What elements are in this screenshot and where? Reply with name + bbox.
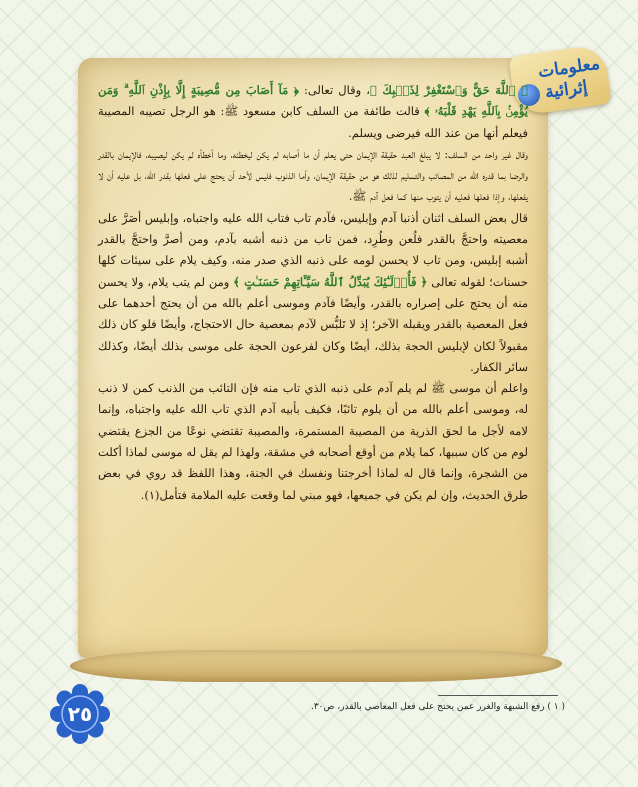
page-number: ٢٥ bbox=[67, 702, 93, 726]
body-text: واعلم أن موسى ﷺ لم يلم آدم على ذنبه الذي تاب منه فإن التائب من الذنب كمن لا ذنب له، وموسى أعلم بالله من أن يلوم تائبًا، فكيف بأبيه آدم الذي تاب الله عليه واجتباه، وإنما لامه لأجل ما لحق الذرية من المصيبة المستمرة، والمصيبة تقتضي نوعًا من الجزع يقتضي لوم من كان سببها، كما يلام من أوقع أصحابه في مشقة، ولهذا لم يقل له موسى لماذا أكلت من الشجرة، وإنما قال له لماذا أخرجتنا ونفسك في الجنة، وهذا اللفظ قد روي في بعض طرق الحديث، وإن لم يكن في جميعها، فهو مبني لما وقعت عليه الملامة فتأمل bbox=[98, 381, 528, 502]
body-text: . bbox=[140, 487, 145, 502]
body-text: قالت طائفة من السلف كابن مسعود ﷺ: هو الرجل تصيبه المصيبة فيعلم أنها من عند الله فيرضى ويسلم. bbox=[98, 104, 528, 140]
paragraph bbox=[98, 378, 528, 506]
badge-title-line1: معلومات bbox=[536, 53, 602, 83]
page-number-badge bbox=[48, 682, 112, 746]
body-text: ومن لم يتب يلام، ولا يحسن منه أن يحتج على إصراره بالقدر، وأيضًا فآدم وموسى أعلم بالله من أن يحتج أحدهما على فعل المعصية بالقدر ويقبله الآخر؛ إذ لا تَلبُّس لآدم بمعصية حال الاحتجاج، وأيضًا فلو كان ذلك مقبولاً لكان لإبليس الحجة بذلك، أيضًا وكان لفرعون الحجة على موسى بذلك أيضًا، وكذلك سائر الكفار. bbox=[98, 274, 528, 374]
paragraph bbox=[98, 80, 528, 144]
paragraph bbox=[98, 144, 528, 208]
body-text: وقال غير واحد من السلف: لا يبلغ العبد حقيقة الإيمان حتى يعلم أن ما أصابه لم يكن ليخطئه، وما أخطأه لم يكن ليصيبه، فالإيمان بالقدر والرضا بما قدره الله من المصائب والتسليم لذلك هو من حقيقة الإيمان، وأما الذنوب فليس لأحد أن يحتج على فعلها بقدر الله، بل عليه أن لا يفعلها، وإذا فعلها فعليه أن يتوب منها كما فعل آدم ﷺ. bbox=[98, 146, 528, 204]
body-text: قال بعض السلف اثنان أذنبا آدم وإبليس، فآدم تاب فتاب الله عليه واجتباه، وإبليس أصَرَّ على معصيته واحتجَّ بالقدر فلُعن وطُرِد، فمن تاب من ذنبه أشبه بآدم، ومن أصرَّ واحتجَّ بالقدر أشبه إبليس، ومن تاب لا يحسن لومه على ذنبه الذي صدر منه، وكيف يلام على سيئات كلها حسنات؛ لقوله تعالى bbox=[98, 210, 528, 289]
quran-verse: ﴿ مَآ أَصَابَ مِن مُّصِيبَةٍ إِلَّا بِإِذْنِ ٱللَّهِ ۗ وَمَن يُؤْمِنۢ بِٱللَّهِ يَهْدِ قَلْبَهُۥ ﴾ bbox=[98, 83, 529, 119]
footnote: ( ١ ) رفع الشبهة والغرر عمن يحتج على فعل المعاصي بالقدر، ص٣٠. bbox=[310, 702, 565, 712]
quran-verse: ﴿ ٱللَّهَ حَقٌّ وَٱسْتَغْفِرْ لِذَنۢبِكَ ﴾ bbox=[370, 83, 528, 97]
footnote-divider bbox=[438, 695, 558, 696]
badge-title-line2: إثرائية bbox=[544, 77, 590, 103]
parchment-scroll-edge bbox=[70, 650, 562, 682]
paragraph bbox=[98, 208, 528, 378]
body-text: ، وقال تعالى: bbox=[298, 83, 371, 97]
body-text: (١) bbox=[144, 487, 160, 502]
article-body bbox=[98, 80, 528, 506]
quran-verse: ﴿ فَأُو۟لَـٰٓئِكَ يُبَدِّلُ ٱللَّهُ سَيِّـَٔاتِهِمْ حَسَنَـٰتٍ ﴾ bbox=[233, 274, 428, 289]
